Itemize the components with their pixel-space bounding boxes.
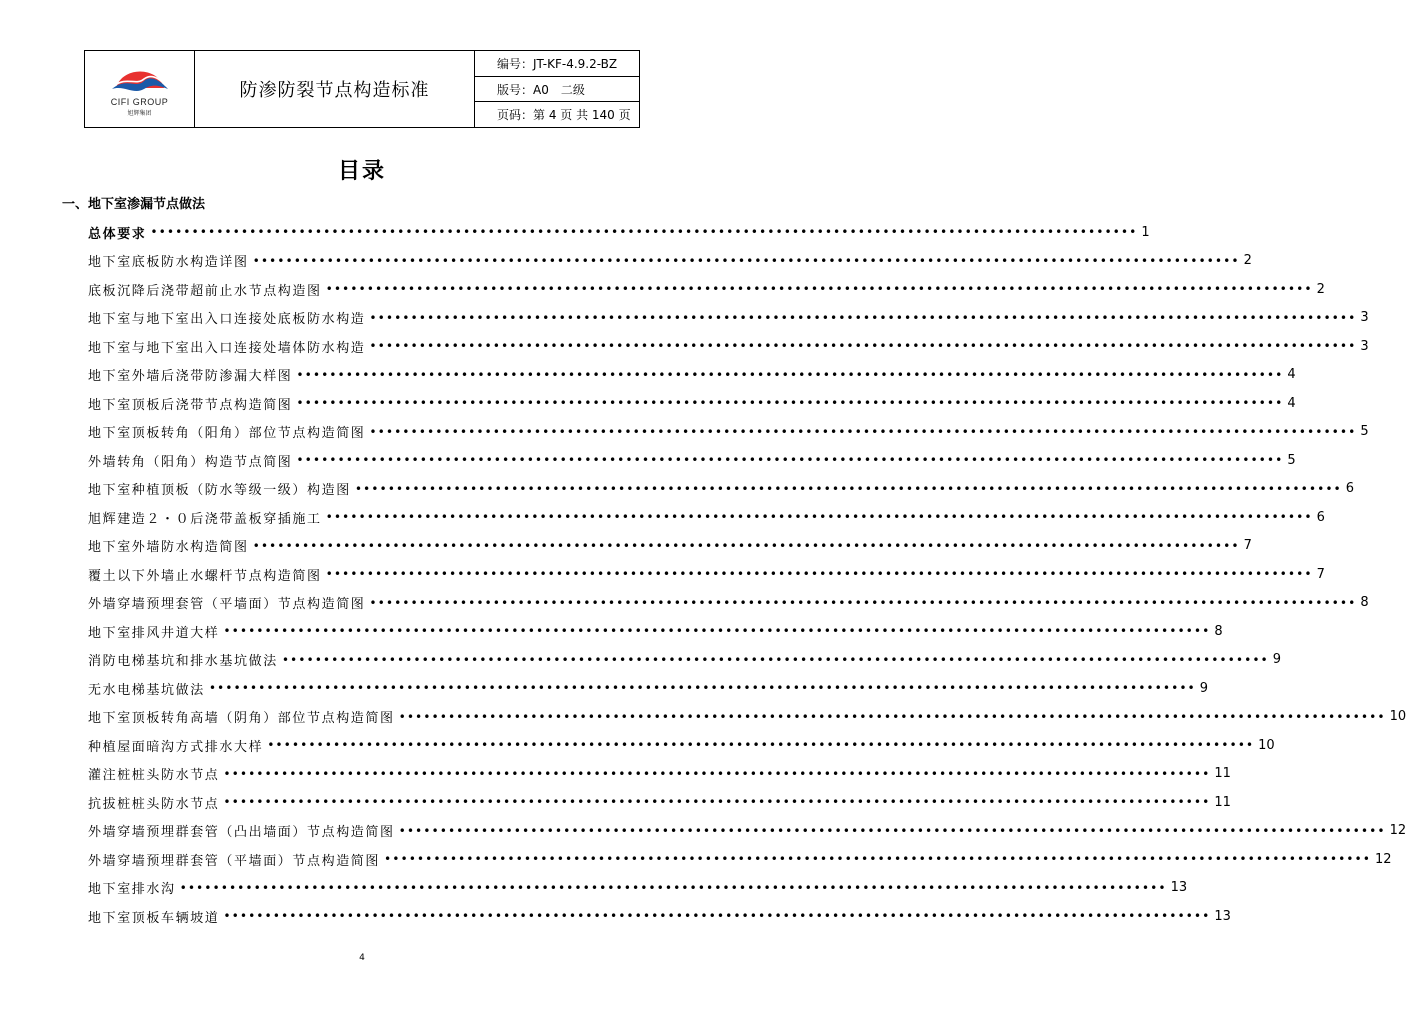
cifi-logo-icon: [110, 62, 170, 96]
toc-item[interactable]: [88, 304, 1369, 333]
toc-leader-dots: ••••••••••••••••••••••••••••••••••••••••••••••••••••••••••••••••••••••••••••••••••••••••••••••••••••••••••••••••••••••••: [296, 453, 1284, 468]
toc-item-label: 总体要求: [88, 226, 147, 242]
toc-item-page: 11: [1214, 794, 1231, 810]
header-title: 防渗防裂节点构造标准: [195, 51, 475, 127]
toc-leader-dots: ••••••••••••••••••••••••••••••••••••••••••••••••••••••••••••••••••••••••••••••••••••••••••••••••••••••••••••••••••••••••: [354, 481, 1342, 496]
toc-item-page: 12: [1389, 823, 1406, 839]
logo-text-en: CIFI GROUP: [110, 96, 169, 107]
toc-item-page: 5: [1360, 424, 1369, 440]
toc-item-page: 4: [1287, 395, 1296, 411]
table-of-contents: [88, 218, 1406, 931]
toc-leader-dots: ••••••••••••••••••••••••••••••••••••••••••••••••••••••••••••••••••••••••••••••••••••••••••••••••••••••••••••••••••••••••: [296, 396, 1284, 411]
toc-item-label: 地下室外墙防水构造简图: [88, 540, 249, 556]
toc-item[interactable]: [88, 589, 1369, 618]
toc-item[interactable]: [88, 617, 1223, 646]
toc-item-page: 10: [1258, 737, 1275, 753]
toc-leader-dots: ••••••••••••••••••••••••••••••••••••••••••••••••••••••••••••••••••••••••••••••••••••••••••••••••••••••••••••••••••••••••: [369, 595, 1357, 610]
toc-item[interactable]: [88, 817, 1406, 846]
toc-item[interactable]: [88, 218, 1150, 247]
toc-leader-dots: ••••••••••••••••••••••••••••••••••••••••••••••••••••••••••••••••••••••••••••••••••••••••••••••••••••••••••••••••••••••••: [398, 709, 1386, 724]
toc-item-page: 9: [1272, 652, 1282, 668]
toc-leader-dots: ••••••••••••••••••••••••••••••••••••••••••••••••••••••••••••••••••••••••••••••••••••••••••••••••••••••••••••••••••••••••: [267, 738, 1255, 753]
logo-text-cn: 旭辉集团: [127, 109, 152, 117]
toc-item-page: 9: [1199, 680, 1209, 696]
toc-item-page: 7: [1316, 566, 1325, 582]
toc-item-label: 地下室底板防水构造详图: [88, 255, 249, 271]
toc-item[interactable]: [88, 874, 1188, 903]
toc-item-page: 7: [1243, 538, 1252, 554]
toc-item[interactable]: [88, 845, 1392, 874]
toc-item-label: 地下室排水沟: [88, 882, 176, 898]
toc-item-label: 地下室种植顶板（防水等级一级）构造图: [88, 483, 351, 499]
document-code: 编号：JT-KF-4.9.2-BZ: [475, 51, 639, 77]
toc-item-label: 外墙穿墙预埋群套管（平墙面）节点构造简图: [88, 853, 381, 869]
document-pagination: 页码：第 4 页 共 140 页: [497, 108, 631, 123]
toc-leader-dots: ••••••••••••••••••••••••••••••••••••••••••••••••••••••••••••••••••••••••••••••••••••••••••••••••••••••••••••••••••••••••: [325, 567, 1313, 582]
toc-item-page: 1: [1141, 224, 1150, 240]
toc-item-page: 13: [1170, 880, 1188, 896]
toc-item-label: 地下室与地下室出入口连接处墙体防水构造: [88, 340, 366, 356]
toc-item[interactable]: [88, 674, 1209, 703]
toc-leader-dots: ••••••••••••••••••••••••••••••••••••••••••••••••••••••••••••••••••••••••••••••••••••••••••••••••••••••••••••••••••••••••: [223, 624, 1211, 639]
toc-leader-dots: ••••••••••••••••••••••••••••••••••••••••••••••••••••••••••••••••••••••••••••••••••••••••••••••••••••••••••••••••••••••••: [281, 652, 1269, 667]
toc-item-label: 无水电梯基坑做法: [88, 682, 205, 698]
toc-item[interactable]: [88, 560, 1325, 589]
toc-item-label: 地下室顶板后浇带节点构造简图: [88, 397, 293, 413]
toc-leader-dots: ••••••••••••••••••••••••••••••••••••••••••••••••••••••••••••••••••••••••••••••••••••••••••••••••••••••••••••••••••••••••: [369, 310, 1357, 325]
toc-leader-dots: ••••••••••••••••••••••••••••••••••••••••••••••••••••••••••••••••••••••••••••••••••••••••••••••••••••••••••••••••••••••••: [223, 795, 1211, 810]
toc-item-label: 地下室顶板转角高墙（阴角）部位节点构造简图: [88, 711, 395, 727]
toc-item-label: 地下室顶板转角（阳角）部位节点构造简图: [88, 426, 366, 442]
toc-item[interactable]: [88, 902, 1231, 931]
toc-item-page: 11: [1214, 766, 1231, 782]
toc-item-label: 外墙穿墙预埋套管（平墙面）节点构造简图: [88, 597, 366, 613]
toc-leader-dots: ••••••••••••••••••••••••••••••••••••••••••••••••••••••••••••••••••••••••••••••••••••••••••••••••••••••••••••••••••••••••: [384, 852, 1371, 867]
toc-item-label: 覆土以下外墙止水螺杆节点构造简图: [88, 568, 322, 584]
toc-item-label: 底板沉降后浇带超前止水节点构造图: [88, 283, 322, 299]
toc-item-page: 6: [1316, 509, 1325, 525]
toc-item[interactable]: [88, 275, 1325, 304]
toc-item-label: 地下室顶板车辆坡道: [88, 910, 220, 926]
toc-item[interactable]: [88, 247, 1252, 276]
toc-leader-dots: ••••••••••••••••••••••••••••••••••••••••••••••••••••••••••••••••••••••••••••••••••••••••••••••••••••••••••••••••••••••••: [223, 766, 1211, 781]
toc-item-page: 3: [1360, 310, 1369, 326]
toc-item-label: 外墙穿墙预埋群套管（凸出墙面）节点构造简图: [88, 825, 395, 841]
toc-item-label: 地下室排风井道大样: [88, 625, 220, 641]
toc-item-label: 消防电梯基坑和排水基坑做法: [88, 654, 278, 670]
toc-item-page: 2: [1316, 281, 1325, 297]
page-number: 4: [359, 953, 365, 963]
toc-item[interactable]: [88, 418, 1369, 447]
toc-leader-dots: ••••••••••••••••••••••••••••••••••••••••••••••••••••••••••••••••••••••••••••••••••••••••••••••••••••••••••••••••••••••••: [369, 424, 1357, 439]
toc-item[interactable]: [88, 646, 1282, 675]
logo: [85, 51, 195, 127]
toc-item-page: 2: [1243, 253, 1252, 269]
toc-item[interactable]: [88, 389, 1296, 418]
toc-item[interactable]: [88, 788, 1231, 817]
toc-item[interactable]: [88, 332, 1369, 361]
toc-item-label: 种植屋面暗沟方式排水大样: [88, 739, 264, 755]
toc-leader-dots: ••••••••••••••••••••••••••••••••••••••••••••••••••••••••••••••••••••••••••••••••••••••••••••••••••••••••••••••••••••••••: [252, 253, 1240, 268]
toc-leader-dots: ••••••••••••••••••••••••••••••••••••••••••••••••••••••••••••••••••••••••••••••••••••••••••••••••••••••••••••••••••••••••: [398, 823, 1386, 838]
toc-item[interactable]: [88, 703, 1406, 732]
toc-leader-dots: ••••••••••••••••••••••••••••••••••••••••••••••••••••••••••••••••••••••••••••••••••••••••••••••••••••••••••••••••••••••••: [252, 538, 1240, 553]
toc-item[interactable]: [88, 475, 1355, 504]
toc-leader-dots: ••••••••••••••••••••••••••••••••••••••••••••••••••••••••••••••••••••••••••••••••••••••••••••••••••••••••••••••••••••••••: [296, 367, 1284, 382]
toc-leader-dots: ••••••••••••••••••••••••••••••••••••••••••••••••••••••••••••••••••••••••••••••••••••••••••••••••••••••••••••••••••••••••: [325, 282, 1313, 297]
toc-item[interactable]: [88, 446, 1296, 475]
toc-item-label: 抗拔桩桩头防水节点: [88, 796, 220, 812]
toc-item-page: 3: [1360, 338, 1369, 354]
toc-leader-dots: ••••••••••••••••••••••••••••••••••••••••••••••••••••••••••••••••••••••••••••••••••••••••••••••••••••••••••••••••••••••••: [150, 225, 1138, 240]
toc-item-page: 5: [1287, 452, 1296, 468]
page-title: 目录: [337, 159, 386, 184]
toc-item[interactable]: [88, 532, 1252, 561]
toc-item[interactable]: [88, 503, 1325, 532]
toc-item-page: 8: [1214, 623, 1223, 639]
toc-item-label: 外墙转角（阳角）构造节点简图: [88, 454, 293, 470]
header-meta: [475, 51, 639, 127]
toc-item-page: 10: [1389, 709, 1406, 725]
toc-leader-dots: ••••••••••••••••••••••••••••••••••••••••••••••••••••••••••••••••••••••••••••••••••••••••••••••••••••••••••••••••••••••••: [223, 909, 1211, 924]
toc-leader-dots: ••••••••••••••••••••••••••••••••••••••••••••••••••••••••••••••••••••••••••••••••••••••••••••••••••••••••••••••••••••••••: [179, 880, 1167, 895]
document-version: 版号：A0 二级: [475, 77, 639, 103]
toc-item-page: 12: [1374, 851, 1392, 867]
toc-item-label: 地下室外墙后浇带防渗漏大样图: [88, 369, 293, 385]
toc-leader-dots: ••••••••••••••••••••••••••••••••••••••••••••••••••••••••••••••••••••••••••••••••••••••••••••••••••••••••••••••••••••••••: [208, 681, 1196, 696]
toc-item[interactable]: [88, 760, 1231, 789]
toc-item-page: 6: [1345, 481, 1355, 497]
section-heading: 一、地下室渗漏节点做法: [62, 197, 206, 212]
toc-item[interactable]: [88, 731, 1275, 760]
toc-item-page: 4: [1287, 367, 1296, 383]
toc-item-page: 8: [1360, 595, 1369, 611]
toc-item-page: 13: [1214, 908, 1231, 924]
toc-item-label: 灌注桩桩头防水节点: [88, 768, 220, 784]
document-header: [84, 50, 640, 128]
toc-item-label: 地下室与地下室出入口连接处底板防水构造: [88, 312, 366, 328]
toc-item[interactable]: [88, 361, 1296, 390]
toc-item-label: 旭辉建造２・０后浇带盖板穿插施工: [88, 511, 322, 527]
toc-leader-dots: ••••••••••••••••••••••••••••••••••••••••••••••••••••••••••••••••••••••••••••••••••••••••••••••••••••••••••••••••••••••••: [325, 510, 1313, 525]
toc-leader-dots: ••••••••••••••••••••••••••••••••••••••••••••••••••••••••••••••••••••••••••••••••••••••••••••••••••••••••••••••••••••••••: [369, 339, 1357, 354]
